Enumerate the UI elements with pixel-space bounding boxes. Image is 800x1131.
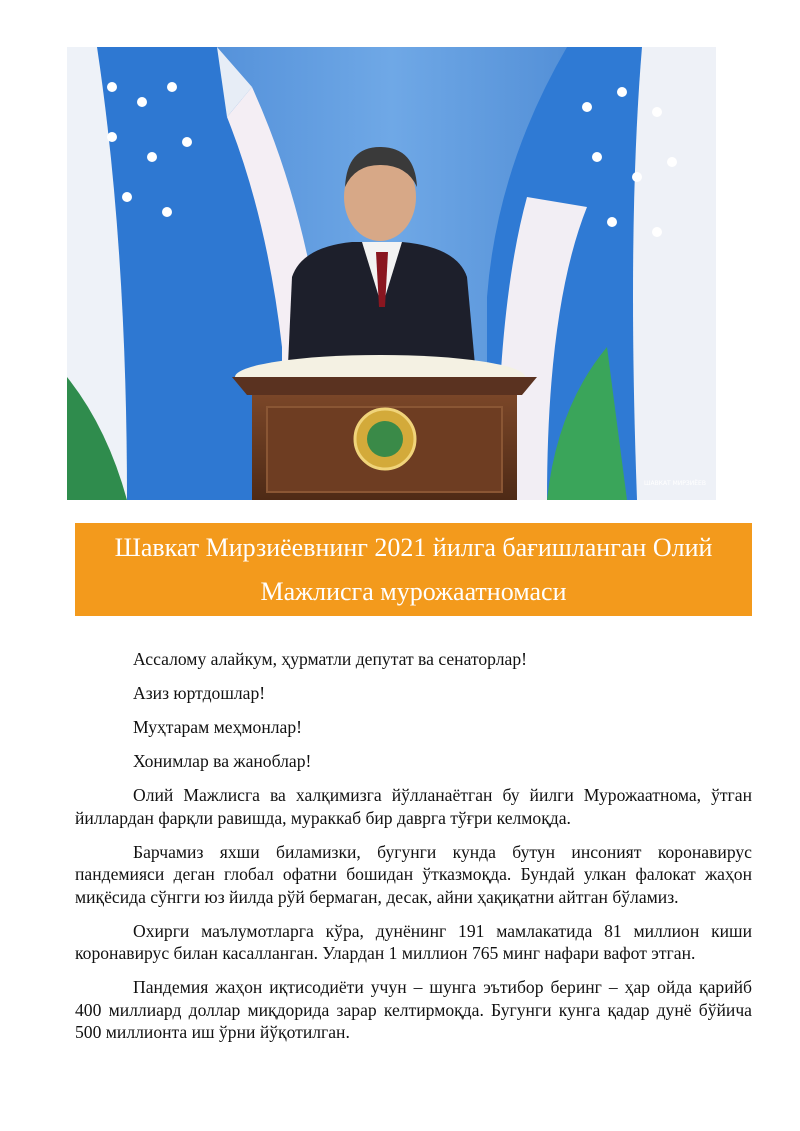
paragraph: Хонимлар ва жаноблар! [133, 751, 312, 771]
title-line-2: Мажлисга мурожаатномаси [260, 577, 567, 606]
paragraph: Охирги маълумотларга кўра, дунёнинг 191 мамлакатида 81 миллион киши коронавирус билан касалланган. Улардан 1 миллион 765 минг нафари вафот этган. [75, 920, 752, 963]
photo-watermark: ШАВКАТ МИРЗИЁЕВ [644, 480, 706, 487]
title-line-1: Шавкат Мирзиёевнинг 2021 йилга бағишланган Олий [114, 533, 713, 562]
paragraph: Пандемия жаҳон иқтисодиёти учун – шунга эътибор беринг – ҳар ойда қарийб 400 миллиард доллар миқдорида зарар келтирмоқда. Бугунги кунга қадар дунё бўйича 500 миллионта иш ўрни йўқотилган. [75, 977, 752, 1042]
title-banner [75, 523, 752, 616]
paragraph: Олий Мажлисга ва халқимизга йўлланаётган бу йилги Мурожаатнома, ўтган йиллардан фарқли равишда, мураккаб бир даврга тўғри келмоқда. [75, 785, 752, 828]
speaker-photo [67, 47, 716, 500]
paragraph: Азиз юртдошлар! [133, 683, 266, 703]
paragraph: Муҳтарам меҳмонлар! [133, 717, 302, 737]
body-text [75, 648, 752, 1055]
paragraph: Ассалому алайкум, ҳурматли депутат ва сенаторлар! [133, 649, 527, 669]
paragraph: Барчамиз яхши биламизки, бугунги кунда бутун инсоният коронавирус пандемияси деган глобал офатни бошидан ўтказмоқда. Бундай улкан фалокат жаҳон миқёсида сўнгги юз йилда рўй бермаган, десак, айни ҳақиқатни айтган бўламиз. [75, 841, 752, 907]
